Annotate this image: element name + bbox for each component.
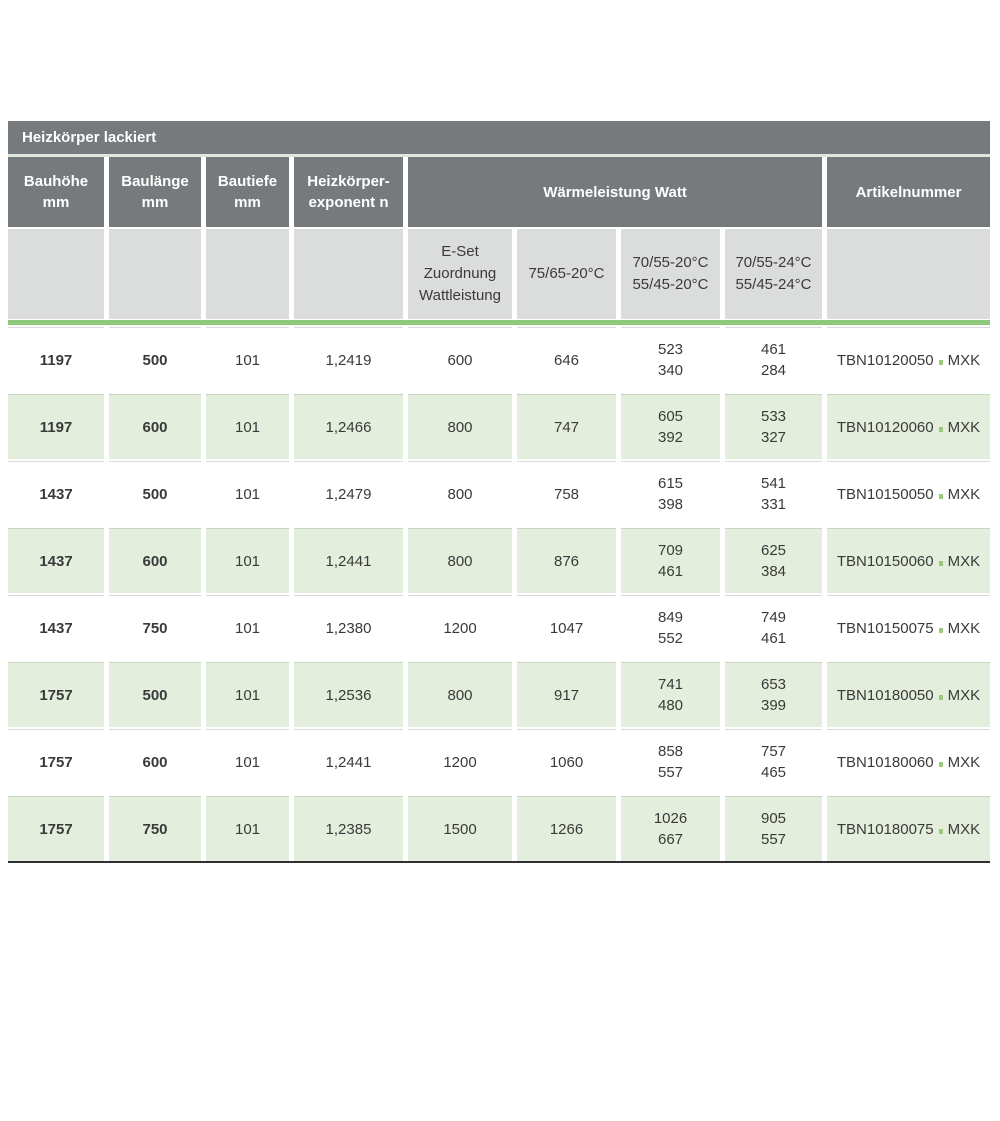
header-waermeleistung: [408, 157, 822, 227]
watt-value: 461: [657, 563, 684, 580]
cell-bauhoehe: 1757: [8, 662, 104, 727]
watt-value: 392: [657, 429, 684, 446]
header-line: Artikelnummer: [855, 183, 962, 201]
watt-value: 1026: [653, 810, 688, 827]
green-dot-icon: [939, 762, 943, 767]
watt-value: 461: [760, 630, 787, 647]
header-baulaenge: [109, 157, 201, 227]
header-line: Baulänge: [121, 173, 189, 190]
cell-eset: 1500: [408, 796, 512, 861]
header-line: Heizkörper-: [307, 173, 390, 190]
cell-baulaenge: 750: [109, 595, 201, 660]
subheader-empty: [8, 229, 104, 319]
watt-value: 741: [657, 676, 684, 693]
cell-exponent: 1,2380: [294, 595, 403, 660]
cell-artikelnummer: [827, 796, 990, 861]
artikel-code: [837, 618, 980, 639]
cell-exponent: 1,2419: [294, 327, 403, 392]
subheader-7055-24: [725, 229, 822, 319]
cell-watt-7055-24: [725, 461, 822, 526]
cell-bauhoehe: 1197: [8, 394, 104, 459]
artikel-suffix: MXK: [947, 686, 981, 704]
artikel-suffix: MXK: [947, 820, 981, 838]
cell-exponent: 1,2536: [294, 662, 403, 727]
cell-bautiefe: 101: [206, 528, 289, 593]
watt-value: 327: [760, 429, 787, 446]
watt-value: 480: [657, 697, 684, 714]
cell-watt-7055-20: [621, 528, 720, 593]
subheader-7055-20: [621, 229, 720, 319]
cell-bauhoehe: 1437: [8, 595, 104, 660]
watt-value: 605: [657, 408, 684, 425]
watt-value: 858: [657, 743, 684, 760]
cell-exponent: 1,2466: [294, 394, 403, 459]
cell-watt-7565: 646: [517, 327, 616, 392]
cell-bauhoehe: 1197: [8, 327, 104, 392]
artikel-suffix: MXK: [947, 619, 981, 637]
cell-artikelnummer: [827, 595, 990, 660]
watt-value: 905: [760, 810, 787, 827]
subheader-empty: [109, 229, 201, 319]
cell-bautiefe: 101: [206, 461, 289, 526]
cell-baulaenge: 600: [109, 394, 201, 459]
cell-watt-7565: 1266: [517, 796, 616, 861]
watt-value: 533: [760, 408, 787, 425]
watt-value: 541: [760, 475, 787, 492]
cell-artikelnummer: [827, 394, 990, 459]
watt-value: 461: [760, 341, 787, 358]
subheader-line: 70/55-24°C: [735, 254, 812, 271]
cell-watt-7055-20: [621, 327, 720, 392]
cell-artikelnummer: [827, 729, 990, 794]
artikel-number: TBN10180060: [836, 753, 934, 771]
cell-watt-7565: 876: [517, 528, 616, 593]
cell-watt-7565: 747: [517, 394, 616, 459]
table-title: Heizkörper lackiert: [22, 129, 157, 146]
table-row: [8, 394, 990, 459]
table-row: [8, 796, 990, 861]
green-separator: [8, 320, 990, 325]
header-line: Bautiefe: [217, 173, 278, 190]
green-dot-icon: [939, 427, 943, 432]
cell-watt-7055-20: [621, 729, 720, 794]
table-row: [8, 729, 990, 794]
artikel-number: TBN10120050: [836, 351, 934, 369]
green-dot-icon: [939, 494, 943, 499]
cell-baulaenge: 500: [109, 662, 201, 727]
watt-value: 284: [760, 362, 787, 379]
cell-bautiefe: 101: [206, 394, 289, 459]
subheader-line: E-Set: [441, 243, 479, 260]
cell-bauhoehe: 1757: [8, 796, 104, 861]
watt-value: 709: [657, 542, 684, 559]
artikel-number: TBN10120060: [836, 418, 934, 436]
artikel-code: [837, 350, 980, 371]
cell-eset: 600: [408, 327, 512, 392]
watt-value: 398: [657, 496, 684, 513]
cell-eset: 1200: [408, 729, 512, 794]
artikel-code: [837, 484, 980, 505]
artikel-number: TBN10150060: [836, 552, 934, 570]
cell-eset: 800: [408, 394, 512, 459]
header-line: mm: [141, 194, 169, 211]
subheader-eset: [408, 229, 512, 319]
artikel-code: [837, 417, 980, 438]
subheader-empty: [294, 229, 403, 319]
cell-baulaenge: 750: [109, 796, 201, 861]
watt-value: 849: [657, 609, 684, 626]
cell-exponent: 1,2441: [294, 729, 403, 794]
cell-bautiefe: 101: [206, 729, 289, 794]
subheader-7565: [517, 229, 616, 319]
table-row: [8, 461, 990, 526]
cell-eset: 1200: [408, 595, 512, 660]
cell-baulaenge: 500: [109, 327, 201, 392]
table-bottom-border: [8, 861, 990, 863]
table-row: [8, 595, 990, 660]
header-artikelnummer: [827, 157, 990, 227]
green-dot-icon: [939, 695, 943, 700]
cell-eset: 800: [408, 662, 512, 727]
subheader-line: 75/65-20°C: [528, 265, 605, 282]
header-exponent: [294, 157, 403, 227]
subheader-line: Zuordnung: [423, 265, 497, 282]
table-row: [8, 528, 990, 593]
artikel-suffix: MXK: [947, 418, 981, 436]
cell-bauhoehe: 1437: [8, 461, 104, 526]
cell-bautiefe: 101: [206, 595, 289, 660]
artikel-suffix: MXK: [947, 351, 981, 369]
watt-value: 552: [657, 630, 684, 647]
cell-watt-7055-20: [621, 662, 720, 727]
cell-watt-7055-24: [725, 394, 822, 459]
green-dot-icon: [939, 829, 943, 834]
watt-value: 331: [760, 496, 787, 513]
subheader-row: [8, 227, 990, 319]
cell-artikelnummer: [827, 528, 990, 593]
cell-eset: 800: [408, 528, 512, 593]
cell-watt-7055-24: [725, 729, 822, 794]
header-line: exponent n: [308, 194, 389, 211]
artikel-number: TBN10180075: [836, 820, 934, 838]
cell-watt-7565: 1047: [517, 595, 616, 660]
cell-watt-7055-24: [725, 796, 822, 861]
watt-value: 615: [657, 475, 684, 492]
subheader-empty: [827, 229, 990, 319]
cell-watt-7055-20: [621, 394, 720, 459]
cell-artikelnummer: [827, 461, 990, 526]
watt-value: 399: [760, 697, 787, 714]
subheader-line: Wattleistung: [419, 287, 501, 304]
cell-exponent: 1,2479: [294, 461, 403, 526]
cell-watt-7565: 1060: [517, 729, 616, 794]
watt-value: 625: [760, 542, 787, 559]
artikel-suffix: MXK: [947, 753, 981, 771]
artikel-code: [837, 819, 980, 840]
header-row: [8, 157, 990, 227]
cell-watt-7055-24: [725, 595, 822, 660]
header-bauhoehe: [8, 157, 104, 227]
cell-bauhoehe: 1437: [8, 528, 104, 593]
cell-baulaenge: 500: [109, 461, 201, 526]
table-row: [8, 327, 990, 392]
header-line: mm: [234, 194, 261, 211]
cell-bautiefe: 101: [206, 327, 289, 392]
green-dot-icon: [939, 628, 943, 633]
cell-watt-7055-20: [621, 595, 720, 660]
header-line: Bauhöhe: [23, 173, 89, 190]
cell-watt-7055-20: [621, 796, 720, 861]
watt-value: 557: [657, 764, 684, 781]
cell-artikelnummer: [827, 327, 990, 392]
cell-exponent: 1,2441: [294, 528, 403, 593]
artikel-code: [837, 752, 980, 773]
artikel-suffix: MXK: [947, 552, 981, 570]
subheader-line: 70/55-20°C: [632, 254, 709, 271]
table-row: [8, 662, 990, 727]
cell-watt-7055-20: [621, 461, 720, 526]
watt-value: 523: [657, 341, 684, 358]
green-dot-icon: [939, 360, 943, 365]
artikel-number: TBN10150075: [836, 619, 934, 637]
subheader-line: 55/45-24°C: [735, 276, 812, 293]
cell-watt-7055-24: [725, 662, 822, 727]
artikel-number: TBN10150050: [836, 485, 934, 503]
subheader-empty: [206, 229, 289, 319]
watt-value: 757: [760, 743, 787, 760]
cell-bautiefe: 101: [206, 796, 289, 861]
cell-watt-7055-24: [725, 327, 822, 392]
header-bautiefe: [206, 157, 289, 227]
cell-baulaenge: 600: [109, 729, 201, 794]
watt-value: 384: [760, 563, 787, 580]
green-dot-icon: [939, 561, 943, 566]
cell-watt-7565: 917: [517, 662, 616, 727]
watt-value: 465: [760, 764, 787, 781]
header-line: Wärmeleistung Watt: [543, 183, 687, 201]
watt-value: 653: [760, 676, 787, 693]
cell-bautiefe: 101: [206, 662, 289, 727]
artikel-number: TBN10180050: [836, 686, 934, 704]
artikel-code: [837, 685, 980, 706]
artikel-code: [837, 551, 980, 572]
cell-watt-7565: 758: [517, 461, 616, 526]
table-title-bar: [8, 121, 990, 154]
radiator-spec-table: [8, 121, 990, 863]
header-line: mm: [42, 194, 70, 211]
cell-baulaenge: 600: [109, 528, 201, 593]
watt-value: 340: [657, 362, 684, 379]
cell-artikelnummer: [827, 662, 990, 727]
cell-bauhoehe: 1757: [8, 729, 104, 794]
cell-exponent: 1,2385: [294, 796, 403, 861]
watt-value: 557: [760, 831, 787, 848]
artikel-suffix: MXK: [947, 485, 981, 503]
watt-value: 667: [657, 831, 684, 848]
cell-eset: 800: [408, 461, 512, 526]
cell-watt-7055-24: [725, 528, 822, 593]
subheader-line: 55/45-20°C: [632, 276, 709, 293]
watt-value: 749: [760, 609, 787, 626]
